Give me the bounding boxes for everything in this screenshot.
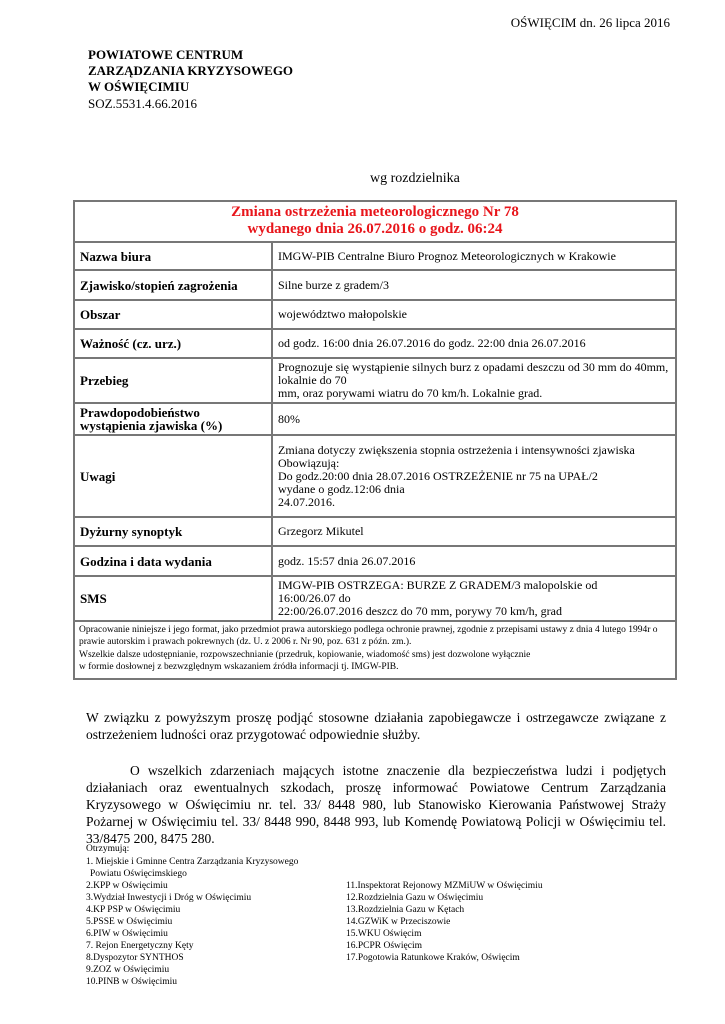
list-item: 15.WKU Oświęcim [346, 929, 422, 939]
list-item: 11.Inspektorat Rejonowy MZMiUW w Oświęcimiu [346, 881, 543, 891]
list-item: 6.PIW w Oświęcimiu [86, 929, 168, 939]
list-item: 16.PCPR Oświęcim [346, 941, 423, 951]
table-row [75, 270, 675, 300]
table-row [75, 517, 675, 546]
recipients-list-left [86, 856, 326, 988]
row-label: Nazwa biura [75, 243, 272, 270]
row-label: Godzina i data wydania [75, 546, 272, 576]
distribution-note: wg rozdzielnika [370, 171, 460, 186]
row-value: Prognozuje się wystąpienie silnych burz z opadami deszczu od 30 mm do 40mm, lokalnie do 70 mm, oraz porywami wiatru do 70 km/h. Lokalnie grad. [272, 358, 675, 403]
row-label: Obszar [75, 300, 272, 329]
row-label: Uwagi [75, 435, 272, 517]
warning-title [75, 202, 675, 243]
row-label: Dyżurny synoptyk [75, 517, 272, 546]
row-value: 80% [272, 403, 675, 435]
recipients-heading: Otrzymują: [86, 844, 130, 854]
list-item: 17.Pogotowia Ratunkowe Kraków, Oświęcim [346, 953, 520, 963]
list-item: 14.GZWiK w Przeciszowie [346, 917, 451, 927]
list-item: 2.KPP w Oświęcimiu [86, 881, 168, 891]
table-row [75, 435, 675, 517]
org-line: W OŚWIĘCIMIU [88, 79, 190, 94]
row-value: IMGW-PIB Centralne Biuro Prognoz Meteorologicznych w Krakowie [272, 243, 675, 270]
row-label: Prawdopodobieństwo wystąpienia zjawiska (%) [75, 403, 272, 435]
warning-table [75, 243, 675, 622]
row-label: Zjawisko/stopień zagrożenia [75, 270, 272, 300]
list-item: 3.Wydział Inwestycji i Dróg w Oświęcimiu [86, 893, 252, 903]
table-row [75, 358, 675, 403]
table-row [75, 403, 675, 435]
table-row [75, 243, 675, 270]
list-item: 1. Miejskie i Gminne Centra Zarządzania Kryzysowego [86, 857, 299, 867]
organization-name [88, 47, 293, 95]
row-value: od godz. 16:00 dnia 26.07.2016 do godz. 22:00 dnia 26.07.2016 [272, 329, 675, 358]
org-line: ZARZĄDZANIA KRYZYSOWEGO [88, 63, 294, 78]
reference-number: SOZ.5531.4.66.2016 [88, 96, 198, 111]
list-item: 7. Rejon Energetyczny Kęty [86, 941, 194, 951]
row-value: Grzegorz Mikutel [272, 517, 675, 546]
table-row [75, 576, 675, 621]
warning-title-line: wydanego dnia 26.07.2016 o godz. 06:24 [247, 221, 503, 237]
document-date: OŚWIĘCIM dn. 26 lipca 2016 [510, 15, 670, 30]
row-value: Silne burze z gradem/3 [272, 270, 675, 300]
row-label: SMS [75, 576, 272, 621]
list-item: 5.PSSE w Oświęcimiu [86, 917, 173, 927]
row-value: IMGW-PIB OSTRZEGA: BURZE Z GRADEM/3 malopolskie od 16:00/26.07 do 22:00/26.07.2016 deszcz do 70 mm, porywy 70 km/h, grad [272, 576, 675, 621]
instruction-paragraph: W związku z powyższym proszę podjąć stosowne działania zapobiegawcze i ostrzegawcze związane z ostrzeżeniem ludności oraz przygotować odpowiednie służby. [86, 710, 666, 742]
table-row [75, 546, 675, 576]
list-item: 12.Rozdzielnia Gazu w Oświęcimiu [346, 893, 484, 903]
list-item: 9.ZOZ w Oświęcimiu [86, 965, 170, 975]
list-item: Powiatu Oświęcimskiego [90, 869, 187, 879]
row-value: Zmiana dotyczy zwiększenia stopnia ostrzeżenia i intensywności zjawiska Obowiązują: Do godz.20:00 dnia 28.07.2016 OSTRZEŻENIE nr 75 na UPAŁ/2 wydane o godz.12:06 dnia 24.07.2016. [272, 435, 675, 517]
org-line: POWIATOWE CENTRUM [88, 47, 244, 62]
row-value: województwo małopolskie [272, 300, 675, 329]
row-value: godz. 15:57 dnia 26.07.2016 [272, 546, 675, 576]
table-row [75, 329, 675, 358]
row-label: Ważność (cz. urz.) [75, 329, 272, 358]
copyright-notice: Opracowanie niniejsze i jego format, jako przedmiot prawa autorskiego podlega ochronie prawnej, zgodnie z przepisami ustawy z dnia 4 lutego 1994r o prawie autorskim i prawach pokrewnych (dz. U. z 2006 r. Nr 90, poz. 631 z późn. zm.). Wszelkie dalsze udostępnianie, rozpowszechnianie (przedruk, kopiowanie, wiadomość sms) jest dozwolone wyłącznie w formie dosłownej z bezwzględnym wskazaniem źródła informacji tj. IMGW-PIB. [79, 625, 658, 673]
list-item: 13.Rozdzielnia Gazu w Kętach [346, 905, 465, 915]
recipients-list-right [346, 880, 586, 964]
contact-paragraph: O wszelkich zdarzeniach mających istotne znaczenie dla bezpieczeństwa ludzi i podjętych działaniach oraz ewentualnych szkodach, proszę informować Powiatowe Centrum Zarządzania Kryzysowego w Oświęcimiu nr. tel. 33/ 8448 980, lub Stanowisko Kierowania Państwowej Straży Pożarnej w Oświęcimiu tel. 33/ 8448 990, 8448 993, lub Komendę Powiatową Policji w Oświęcimiu tel. 33/8475 200, 8475 280. [86, 763, 666, 846]
table-row [75, 300, 675, 329]
list-item: 4.KP PSP w Oświęcimiu [86, 905, 181, 915]
row-label: Przebieg [75, 358, 272, 403]
warning-title-line: Zmiana ostrzeżenia meteorologicznego Nr 78 [231, 204, 519, 220]
warning-box [73, 200, 677, 680]
list-item: 10.PINB w Oświęcimiu [86, 977, 178, 987]
list-item: 8.Dyspozytor SYNTHOS [86, 953, 184, 963]
